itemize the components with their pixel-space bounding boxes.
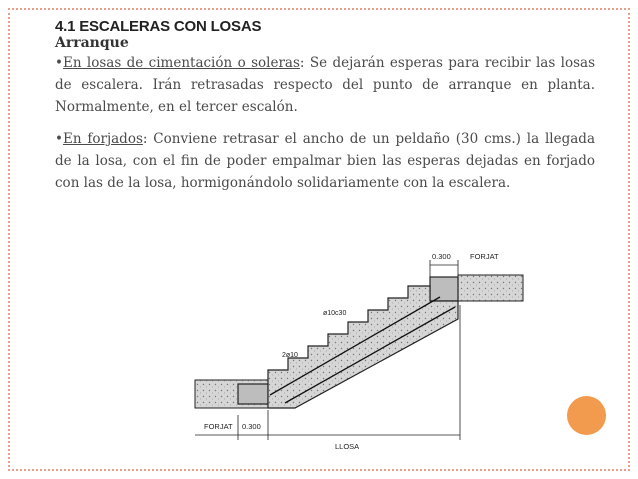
slide-subtitle: Arranque xyxy=(55,35,129,51)
top-dotted-border xyxy=(8,8,630,10)
rebar-top xyxy=(270,297,440,395)
slide-title: 4.1 ESCALERAS CON LOSAS xyxy=(55,18,262,35)
stair-slab-drawing xyxy=(190,245,525,455)
left-dotted-border xyxy=(8,8,10,471)
top-dim-label: 0.300 xyxy=(432,252,451,261)
losa-label: LLOSA xyxy=(335,442,360,451)
top-beam xyxy=(430,277,458,301)
paragraph-losas-text: : Se dejarán esperas para recibir las losas de escalera. Irán retrasadas respecto del punto de arranque en planta. Normalmente, en el tercer escalón. xyxy=(55,55,595,115)
right-dotted-border xyxy=(628,8,630,471)
bullet: • xyxy=(55,131,63,147)
stair-flight xyxy=(268,286,458,408)
paragraph-forjados xyxy=(55,128,595,194)
bottom-beam xyxy=(238,384,268,404)
rebar-label-1: ø10c30 xyxy=(323,310,347,317)
top-slab xyxy=(458,275,523,301)
term-forjados: En forjados xyxy=(62,131,143,147)
top-forjat-label: FORJAT xyxy=(470,252,499,261)
paragraph-forjados-text: : Conviene retrasar el ancho de un peldaño (30 cms.) la llegada de la losa, con el fin de poder empalmar bien las esperas dejadas en forjado con las de la losa, hormigonándolo solidariamente con la escalera. xyxy=(55,131,595,191)
bottom-dotted-border xyxy=(8,469,630,471)
bullet: • xyxy=(55,55,63,71)
paragraph-losas xyxy=(55,52,595,118)
bottom-forjat-label: FORJAT xyxy=(204,422,233,431)
rebar-label-2: 2ø10 xyxy=(282,352,298,359)
slide-content xyxy=(55,18,595,194)
bottom-dim-label: 0.300 xyxy=(242,422,261,431)
term-losas: En losas de cimentación o soleras xyxy=(62,55,300,71)
accent-circle xyxy=(567,396,606,435)
